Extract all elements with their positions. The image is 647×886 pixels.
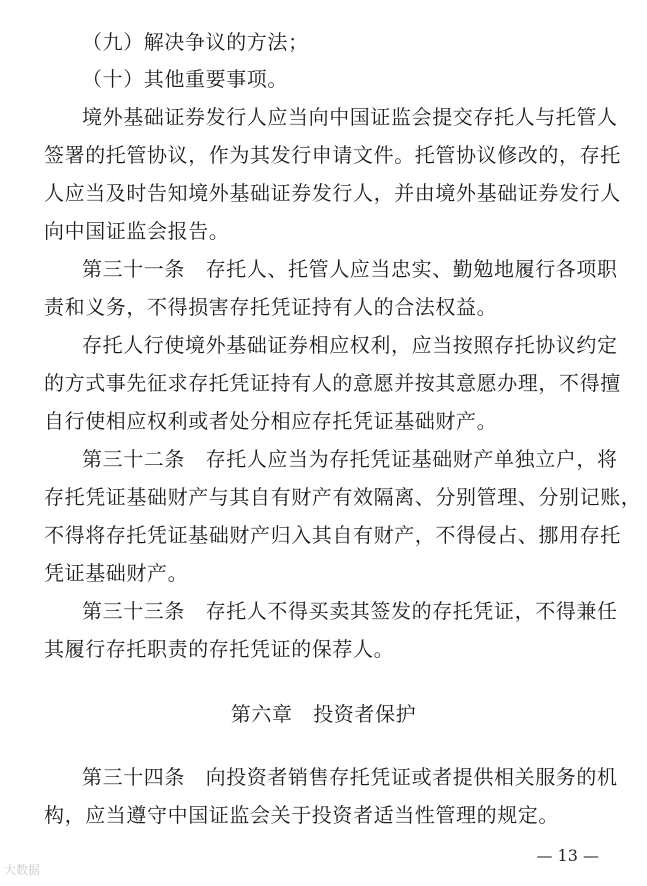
- article-32-line: 第三十二条 存托人应当为存托凭证基础财产单独立户，将: [82, 447, 618, 471]
- paragraph-line: 向中国证监会报告。: [44, 219, 230, 243]
- paragraph-line: 签署的托管协议，作为其发行申请文件。托管协议修改的，存托: [44, 143, 621, 167]
- article-32-line: 存托凭证基础财产与其自有财产有效隔离、分别管理、分别记账，: [44, 485, 642, 509]
- article-33-line: 其履行存托职责的存托凭证的保荐人。: [44, 637, 395, 661]
- paragraph-line: 人应当及时告知境外基础证券发行人，并由境外基础证券发行人: [44, 181, 621, 205]
- list-item-10: （十）其他重要事项。: [82, 67, 288, 91]
- article-33-line: 第三十三条 存托人不得买卖其签发的存托凭证，不得兼任: [82, 599, 618, 623]
- article-31-line: 第三十一条 存托人、托管人应当忠实、勤勉地履行各项职: [82, 257, 618, 281]
- paragraph-line: 境外基础证券发行人应当向中国证监会提交存托人与托管人: [82, 105, 618, 129]
- paragraph-line: 自行使相应权利或者处分相应存托凭证基础财产。: [44, 409, 498, 433]
- paragraph-line: 的方式事先征求存托凭证持有人的意愿并按其意愿办理，不得擅: [44, 371, 621, 395]
- watermark: 大数据: [4, 863, 41, 877]
- chapter-heading: 第六章 投资者保护: [230, 702, 417, 726]
- article-32-line: 凭证基础财产。: [44, 561, 189, 585]
- article-32-line: 不得将存托凭证基础财产归入其自有财产，不得侵占、挪用存托: [44, 523, 621, 547]
- paragraph-line: 存托人行使境外基础证券相应权利，应当按照存托协议约定: [82, 333, 618, 357]
- article-34-line: 第三十四条 向投资者销售存托凭证或者提供相关服务的机: [82, 765, 618, 789]
- page-number: — 13 —: [536, 846, 599, 865]
- list-item-9: （九）解决争议的方法；: [82, 30, 309, 54]
- article-31-line: 责和义务，不得损害存托凭证持有人的合法权益。: [44, 295, 498, 319]
- article-34-line: 构，应当遵守中国证监会关于投资者适当性管理的规定。: [44, 803, 559, 827]
